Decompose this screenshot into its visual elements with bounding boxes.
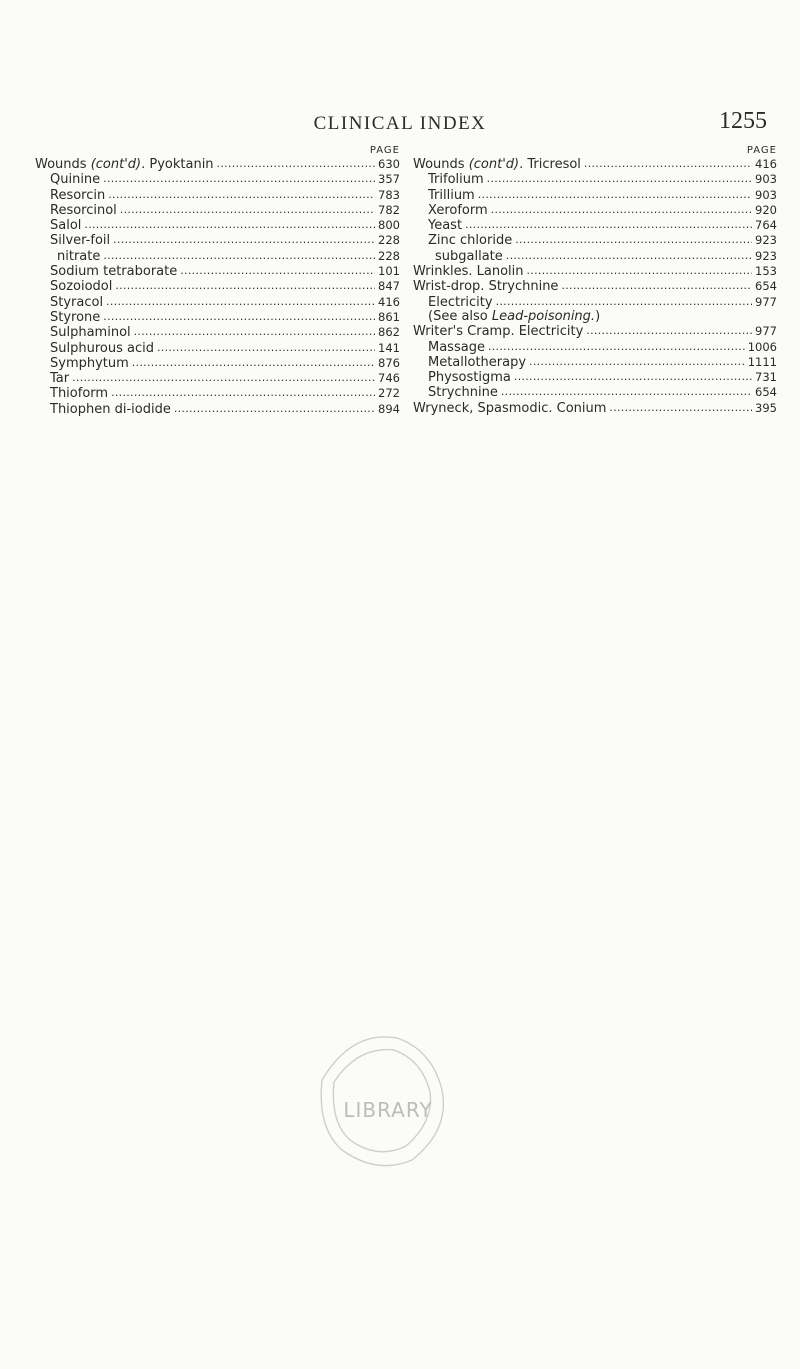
index-entry <box>35 172 400 187</box>
dot-leader <box>527 264 752 278</box>
index-entry <box>35 218 400 233</box>
index-entry <box>35 386 400 401</box>
running-title: CLINICAL INDEX <box>313 113 487 134</box>
page-column-label: PAGE <box>746 145 777 156</box>
entry-page-number: 228 <box>378 233 400 248</box>
index-entry <box>413 355 777 370</box>
entry-term: Electricity <box>428 294 493 310</box>
index-entry <box>35 249 400 264</box>
dot-leader <box>561 279 752 293</box>
dot-leader <box>180 264 375 278</box>
entry-term: Trillium <box>428 187 475 203</box>
entry-page-number: 862 <box>378 325 400 340</box>
index-entry <box>413 324 777 339</box>
index-entry <box>413 279 777 294</box>
entry-page-number: 894 <box>378 401 400 416</box>
entry-term: Writer's Cramp. Electricity <box>413 324 584 340</box>
index-entry <box>413 385 777 400</box>
dot-leader <box>487 172 752 186</box>
index-entry <box>35 203 400 218</box>
index-entry <box>413 370 777 385</box>
index-entry <box>413 188 777 203</box>
entry-page-number: 141 <box>378 340 400 355</box>
entry-term: Wrist-drop. Strychnine <box>413 279 559 295</box>
entry-term: Metallotherapy <box>428 354 527 370</box>
index-entry <box>35 402 400 417</box>
entry-term: Sulphurous acid <box>50 340 154 356</box>
index-entry <box>413 249 777 264</box>
entry-term: Yeast <box>428 218 463 234</box>
entry-term: Silver-foil <box>50 233 111 249</box>
entry-page-number: 920 <box>755 202 777 217</box>
dot-leader <box>515 233 752 247</box>
dot-leader <box>491 203 752 217</box>
entry-term: Trifolium <box>428 172 484 188</box>
index-entry <box>35 371 400 386</box>
index-entry <box>413 203 777 218</box>
entry-term: Sodium tetraborate <box>50 264 178 280</box>
entry-term: Styracol <box>50 294 104 310</box>
index-entry <box>413 172 777 187</box>
index-entry <box>35 157 400 172</box>
entry-page-number: 630 <box>378 157 400 171</box>
entry-page-number: 1111 <box>747 354 777 369</box>
entry-page-number: 101 <box>378 264 400 279</box>
index-entry <box>35 341 400 356</box>
entry-page-number: 977 <box>755 324 777 339</box>
entry-page-number: 1006 <box>747 339 777 354</box>
entry-page-number: 923 <box>755 233 777 248</box>
dot-leader <box>132 356 375 370</box>
index-entry <box>35 295 400 310</box>
index-entry <box>413 401 777 416</box>
dot-leader <box>506 249 752 263</box>
entry-page-number: 903 <box>755 172 777 187</box>
entry-page-number: 746 <box>378 371 400 386</box>
entry-term: Thiophen di-iodide <box>50 401 171 417</box>
dot-leader <box>111 386 375 400</box>
entry-page-number: 272 <box>378 386 400 401</box>
entry-term: Sulphaminol <box>50 325 131 341</box>
index-entry <box>413 340 777 355</box>
entry-page-number: 923 <box>755 248 777 263</box>
entry-page-number: 654 <box>755 279 777 294</box>
dot-leader <box>465 218 752 232</box>
entry-page-number: 903 <box>755 187 777 202</box>
entry-page-number: 782 <box>378 202 400 217</box>
index-entry <box>35 310 400 325</box>
dot-leader <box>609 401 752 415</box>
entry-term: Wounds (cont'd). Pyoktanin <box>35 157 214 172</box>
entry-term: subgallate <box>435 248 503 264</box>
entry-page-number: 416 <box>755 157 777 171</box>
dot-leader <box>529 355 745 369</box>
entry-page-number: 861 <box>378 309 400 324</box>
entry-page-number: 800 <box>378 218 400 233</box>
entry-page-number: 783 <box>378 187 400 202</box>
entry-term: Physostigma <box>428 370 511 386</box>
entry-page-number: 876 <box>378 355 400 370</box>
entry-term: Zinc chloride <box>428 233 513 249</box>
entry-term: nitrate <box>57 248 101 264</box>
page-column-label: PAGE <box>369 145 400 156</box>
dot-leader <box>584 157 752 171</box>
entry-term: (See also Lead-poisoning.) <box>428 308 601 324</box>
dot-leader <box>113 233 375 247</box>
entry-page-number: 357 <box>378 172 400 187</box>
index-entry <box>413 264 777 279</box>
entry-term: Massage <box>428 339 485 355</box>
dot-leader <box>501 385 752 399</box>
dot-leader <box>586 324 752 338</box>
dot-leader <box>103 172 375 186</box>
dot-leader <box>84 218 375 232</box>
entry-page-number: 654 <box>755 385 777 400</box>
entry-page-number: 153 <box>755 264 777 279</box>
dot-leader <box>514 370 752 384</box>
entry-term: Resorcinol <box>50 202 117 218</box>
index-entry <box>35 325 400 340</box>
index-entry <box>35 356 400 371</box>
index-entry <box>413 157 777 172</box>
entry-term: Wrinkles. Lanolin <box>413 264 524 280</box>
page-number: 1255 <box>719 108 767 134</box>
dot-leader <box>115 279 375 293</box>
entry-term: Resorcin <box>50 187 106 203</box>
entry-page-number: 764 <box>755 218 777 233</box>
entry-page-number: 395 <box>755 400 777 415</box>
entry-term: Symphytum <box>50 355 129 371</box>
index-entry <box>35 279 400 294</box>
entry-term: Quinine <box>50 172 101 188</box>
entry-term: Wounds (cont'd). Tricresol <box>413 157 581 172</box>
dot-leader <box>217 157 375 171</box>
entry-page-number: 977 <box>755 294 777 309</box>
entry-term: Strychnine <box>428 385 498 401</box>
index-entry <box>413 218 777 233</box>
entry-term: Thioform <box>50 386 109 402</box>
index-entry <box>35 233 400 248</box>
dot-leader <box>488 340 745 354</box>
index-entry <box>413 295 777 310</box>
dot-leader <box>106 295 375 309</box>
dot-leader <box>72 371 375 385</box>
entry-term: Tar <box>50 371 70 387</box>
index-entry <box>413 233 777 248</box>
index-entry <box>413 310 777 324</box>
index-column-right <box>413 145 777 416</box>
dot-leader <box>108 188 375 202</box>
dot-leader <box>103 310 375 324</box>
index-entry <box>35 264 400 279</box>
index-entry <box>35 188 400 203</box>
entry-page-number: 847 <box>378 279 400 294</box>
library-stamp <box>282 1010 482 1170</box>
dot-leader <box>134 325 375 339</box>
dot-leader <box>496 295 752 309</box>
entry-term: Xeroform <box>428 202 488 218</box>
entry-page-number: 731 <box>755 370 777 385</box>
entry-page-number: 228 <box>378 248 400 263</box>
dot-leader <box>478 188 752 202</box>
entry-term: Wryneck, Spasmodic. Conium <box>413 400 607 416</box>
stamp-text: LIBRARY <box>343 1098 433 1122</box>
dot-leader <box>103 249 375 263</box>
entry-term: Salol <box>50 218 82 234</box>
entry-term: Styrone <box>50 309 101 325</box>
entry-page-number: 416 <box>378 294 400 309</box>
dot-leader <box>174 402 375 416</box>
index-column-left <box>35 145 400 417</box>
dot-leader <box>157 341 375 355</box>
dot-leader <box>120 203 375 217</box>
entry-term: Sozoiodol <box>50 279 113 295</box>
